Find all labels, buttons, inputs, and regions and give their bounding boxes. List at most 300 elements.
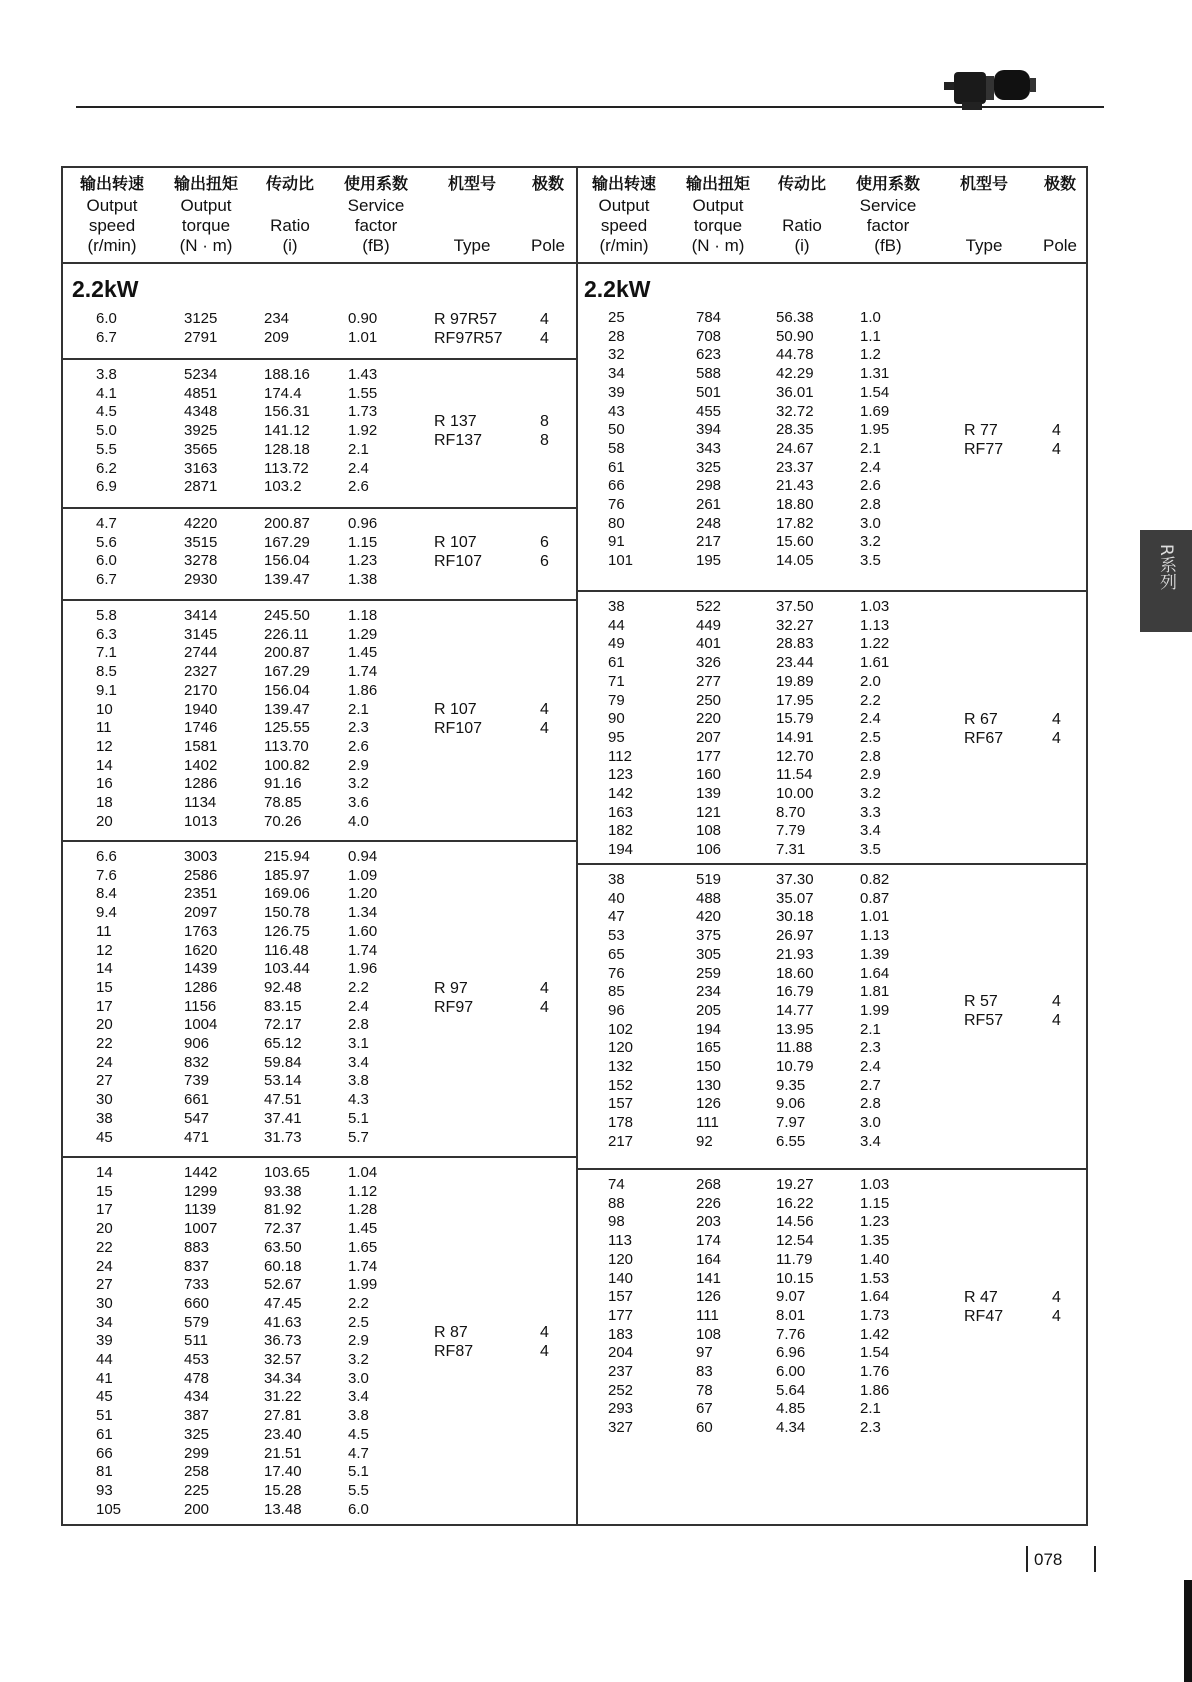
service-factor-cell: 1.45 [348, 1220, 378, 1238]
service-factor-cell: 1.96 [348, 960, 378, 978]
header-zh: 使用系数 [855, 174, 920, 193]
ratio-cell: 47.45 [264, 1294, 302, 1312]
service-factor-cell: 3.5 [860, 841, 881, 859]
header-en: speed [88, 216, 136, 235]
ratio-cell: 53.14 [264, 1072, 302, 1090]
service-factor-cell: 1.86 [348, 681, 378, 699]
torque-cell: 226 [696, 1194, 722, 1212]
ratio-cell: 6.96 [776, 1344, 806, 1362]
service-factor-cell: 1.53 [860, 1269, 890, 1287]
torque-cell: 1763 [184, 922, 218, 940]
column-divider [576, 166, 578, 1526]
pole-cell: 4 [1052, 421, 1061, 439]
ratio-cell: 139.47 [264, 700, 310, 718]
ratio-cell: 7.79 [776, 822, 806, 840]
service-factor-cell: 1.28 [348, 1201, 378, 1219]
speed-cell: 8.5 [96, 663, 117, 681]
pole-cell: 6 [540, 553, 549, 571]
speed-cell: 27 [96, 1072, 113, 1090]
speed-cell: 15 [96, 1182, 113, 1200]
ratio-cell: 17.82 [776, 514, 814, 532]
speed-cell: 96 [608, 1001, 625, 1019]
ratio-cell: 18.60 [776, 964, 814, 982]
speed-cell: 61 [608, 654, 625, 672]
torque-cell: 420 [696, 908, 722, 926]
ratio-cell: 26.97 [776, 927, 814, 945]
header-en: Type [965, 236, 1003, 255]
pole-cell: 4 [540, 701, 549, 719]
ratio-cell: 8.01 [776, 1306, 806, 1324]
ratio-cell: 100.82 [264, 756, 310, 774]
ratio-cell: 200.87 [264, 515, 310, 532]
service-factor-cell: 1.18 [348, 607, 378, 624]
service-factor-cell: 2.2 [348, 978, 369, 996]
column-header-right-3 [848, 174, 928, 256]
ratio-cell: 11.79 [776, 1250, 813, 1268]
ratio-cell: 5.64 [776, 1381, 806, 1399]
torque-cell: 4851 [184, 384, 218, 402]
speed-cell: 177 [608, 1306, 634, 1324]
speed-cell: 66 [96, 1444, 113, 1462]
service-factor-cell: 1.15 [348, 533, 378, 551]
speed-cell: 22 [96, 1238, 113, 1256]
torque-cell: 130 [696, 1076, 722, 1094]
torque-cell: 5234 [184, 366, 218, 383]
speed-cell: 18 [96, 794, 113, 811]
ratio-cell: 209 [264, 328, 290, 346]
header-en: (fB) [874, 236, 902, 255]
speed-cell: 30 [96, 1294, 113, 1312]
pole-cell: 4 [1052, 993, 1061, 1011]
torque-cell: 2327 [184, 663, 218, 681]
ratio-cell: 128.18 [264, 440, 310, 458]
ratio-cell: 59.84 [264, 1053, 302, 1071]
speed-cell: 24 [96, 1257, 113, 1275]
torque-cell: 401 [696, 635, 722, 653]
speed-cell: 25 [608, 309, 625, 326]
torque-cell: 906 [184, 1035, 210, 1052]
service-factor-cell: 3.0 [860, 514, 881, 532]
header-en: torque [693, 216, 743, 235]
service-factor-cell: 1.03 [860, 598, 890, 615]
speed-cell: 14 [96, 756, 113, 774]
torque-cell: 1013 [184, 812, 218, 830]
speed-cell: 112 [608, 747, 632, 765]
torque-cell: 1156 [184, 997, 217, 1015]
ratio-cell: 9.07 [776, 1288, 806, 1306]
torque-cell: 3278 [184, 552, 218, 570]
service-factor-cell: 1.54 [860, 383, 890, 401]
header-en: (r/min) [87, 236, 137, 255]
ratio-cell: 91.16 [264, 775, 302, 793]
torque-cell: 106 [696, 841, 722, 859]
torque-cell: 1442 [184, 1164, 218, 1181]
speed-cell: 90 [608, 710, 625, 728]
torque-cell: 3125 [184, 310, 218, 327]
service-factor-cell: 1.69 [860, 402, 890, 420]
speed-cell: 204 [608, 1344, 634, 1362]
torque-cell: 217 [696, 533, 722, 551]
ratio-cell: 116.48 [264, 941, 309, 959]
left-power-heading: 2.2kW [72, 276, 139, 302]
type-cell: RF77 [964, 440, 1004, 458]
service-factor-cell: 2.2 [348, 1294, 369, 1312]
header-en: torque [181, 216, 231, 235]
header-en: Pole [1042, 236, 1078, 255]
speed-cell: 12 [96, 941, 113, 959]
speed-cell: 11 [96, 922, 112, 940]
speed-cell: 4.5 [96, 403, 117, 421]
ratio-cell: 37.50 [776, 598, 814, 615]
torque-cell: 3565 [184, 440, 218, 458]
torque-cell: 126 [696, 1288, 722, 1306]
service-factor-cell: 1.01 [348, 328, 378, 346]
ratio-cell: 37.41 [264, 1109, 302, 1127]
torque-cell: 325 [696, 458, 722, 476]
speed-cell: 88 [608, 1194, 625, 1212]
service-factor-cell: 1.76 [860, 1363, 890, 1380]
speed-cell: 81 [96, 1463, 113, 1481]
service-factor-cell: 1.29 [348, 625, 378, 643]
speed-cell: 182 [608, 822, 634, 840]
service-factor-cell: 3.8 [348, 1072, 369, 1090]
speed-cell: 194 [608, 841, 634, 859]
torque-cell: 387 [184, 1407, 210, 1425]
speed-cell: 91 [608, 533, 625, 551]
speed-cell: 5.0 [96, 422, 117, 440]
pole-cell: 4 [540, 979, 549, 997]
speed-cell: 85 [608, 983, 625, 1001]
ratio-cell: 56.38 [776, 309, 814, 326]
speed-cell: 6.0 [96, 552, 117, 570]
speed-cell: 20 [96, 812, 113, 830]
service-factor-cell: 5.7 [348, 1128, 369, 1146]
torque-cell: 375 [696, 927, 722, 945]
service-factor-cell: 1.38 [348, 571, 378, 589]
service-factor-cell: 4.5 [348, 1425, 369, 1443]
service-factor-cell: 0.90 [348, 310, 378, 327]
group-separator [62, 1156, 576, 1158]
type-cell: R 87 [434, 1323, 468, 1341]
service-factor-cell: 1.99 [348, 1276, 378, 1294]
ratio-cell: 141.12 [264, 422, 310, 440]
torque-cell: 60 [696, 1419, 713, 1437]
type-cell: RF47 [964, 1307, 1004, 1325]
ratio-cell: 113.72 [264, 459, 309, 477]
torque-cell: 1940 [184, 700, 218, 718]
service-factor-cell: 2.1 [860, 439, 881, 457]
pole-cell: 6 [540, 534, 549, 552]
service-factor-cell: 5.5 [348, 1481, 369, 1499]
torque-cell: 177 [696, 747, 722, 765]
speed-cell: 5.8 [96, 607, 117, 624]
speed-cell: 157 [608, 1288, 634, 1306]
ratio-cell: 78.85 [264, 794, 302, 811]
torque-cell: 141 [696, 1269, 722, 1287]
service-factor-cell: 1.55 [348, 384, 378, 402]
service-factor-cell: 1.74 [348, 1257, 378, 1275]
column-header-right-1 [678, 174, 758, 256]
speed-cell: 4.7 [96, 515, 117, 532]
torque-cell: 1299 [184, 1182, 218, 1200]
torque-cell: 160 [696, 766, 722, 784]
ratio-cell: 15.60 [776, 533, 814, 551]
speed-cell: 28 [608, 327, 625, 345]
speed-cell: 45 [96, 1388, 113, 1406]
ratio-cell: 17.95 [776, 691, 814, 709]
torque-cell: 434 [184, 1388, 210, 1406]
pole-cell: 8 [540, 413, 549, 431]
type-cell: R 77 [964, 421, 998, 439]
torque-cell: 258 [184, 1463, 210, 1481]
torque-cell: 1286 [184, 775, 218, 793]
speed-cell: 98 [608, 1213, 625, 1231]
torque-cell: 3515 [184, 533, 218, 551]
torque-cell: 4348 [184, 403, 218, 421]
service-factor-cell: 0.87 [860, 889, 890, 907]
ratio-cell: 11.88 [776, 1039, 813, 1057]
speed-cell: 80 [608, 514, 625, 532]
ratio-cell: 4.34 [776, 1419, 806, 1437]
page-number-bar-left [1026, 1546, 1028, 1572]
ratio-cell: 52.67 [264, 1276, 302, 1294]
torque-cell: 1439 [184, 960, 218, 978]
header-en: Type [453, 236, 491, 255]
ratio-cell: 72.17 [264, 1016, 302, 1034]
ratio-cell: 14.77 [776, 1001, 814, 1019]
torque-cell: 1286 [184, 978, 218, 996]
speed-cell: 45 [96, 1128, 113, 1146]
service-factor-cell: 1.09 [348, 866, 378, 884]
service-factor-cell: 1.22 [860, 635, 890, 653]
speed-cell: 105 [96, 1500, 122, 1518]
speed-cell: 61 [96, 1425, 113, 1443]
torque-cell: 522 [696, 598, 722, 615]
torque-cell: 2170 [184, 681, 218, 699]
speed-cell: 8.4 [96, 885, 117, 903]
speed-cell: 93 [96, 1481, 113, 1499]
service-factor-cell: 1.43 [348, 366, 378, 383]
speed-cell: 10 [96, 700, 113, 718]
service-factor-cell: 1.45 [348, 644, 378, 662]
ratio-cell: 10.79 [776, 1058, 814, 1075]
ratio-cell: 41.63 [264, 1313, 302, 1331]
speed-cell: 74 [608, 1176, 625, 1193]
ratio-cell: 31.22 [264, 1388, 302, 1406]
speed-cell: 9.1 [96, 681, 117, 699]
speed-cell: 66 [608, 477, 625, 495]
ratio-cell: 47.51 [264, 1091, 302, 1109]
torque-cell: 2097 [184, 904, 218, 922]
speed-cell: 123 [608, 766, 634, 784]
ratio-cell: 83.15 [264, 997, 302, 1015]
ratio-cell: 156.04 [264, 681, 310, 699]
ratio-cell: 32.57 [264, 1351, 302, 1368]
ratio-cell: 169.06 [264, 885, 310, 903]
header-divider [61, 262, 1088, 264]
service-factor-cell: 1.60 [348, 922, 378, 940]
torque-cell: 195 [696, 552, 722, 570]
service-factor-cell: 6.0 [348, 1500, 369, 1518]
speed-cell: 47 [608, 908, 625, 926]
header-zh: 极数 [531, 174, 564, 193]
header-en: (i) [282, 236, 298, 255]
ratio-cell: 185.97 [264, 866, 310, 884]
service-factor-cell: 0.82 [860, 871, 890, 888]
ratio-cell: 103.44 [264, 960, 310, 978]
pole-cell: 4 [540, 310, 549, 328]
column-header-left-3 [336, 174, 416, 256]
speed-cell: 9.4 [96, 904, 117, 922]
speed-cell: 34 [96, 1313, 113, 1331]
type-cell: R 107 [434, 534, 477, 552]
header-en: (i) [794, 236, 810, 255]
ratio-cell: 17.40 [264, 1463, 302, 1481]
header-en: Pole [530, 236, 566, 255]
service-factor-cell: 2.0 [860, 672, 881, 690]
ratio-cell: 6.55 [776, 1132, 806, 1150]
ratio-cell: 15.79 [776, 710, 814, 728]
ratio-cell: 13.95 [776, 1020, 814, 1038]
torque-cell: 220 [696, 710, 722, 728]
service-factor-cell: 1.04 [348, 1164, 378, 1181]
pole-cell: 4 [1052, 729, 1061, 747]
torque-cell: 2744 [184, 644, 218, 662]
ratio-cell: 15.28 [264, 1481, 302, 1499]
service-factor-cell: 1.73 [348, 403, 378, 421]
ratio-cell: 12.70 [776, 747, 814, 765]
torque-cell: 2586 [184, 866, 218, 884]
group-separator [578, 590, 1086, 592]
ratio-cell: 19.27 [776, 1176, 814, 1193]
ratio-cell: 11.54 [776, 766, 813, 784]
ratio-cell: 7.76 [776, 1325, 806, 1343]
type-cell: R 97 [434, 979, 468, 997]
service-factor-cell: 4.0 [348, 812, 369, 830]
header-zh: 传动比 [777, 174, 826, 193]
speed-cell: 157 [608, 1095, 634, 1113]
right-power-heading: 2.2kW [584, 276, 651, 302]
service-factor-cell: 3.5 [860, 552, 881, 570]
speed-cell: 76 [608, 496, 625, 513]
speed-cell: 120 [608, 1039, 634, 1057]
ratio-cell: 19.89 [776, 672, 814, 690]
ratio-cell: 72.37 [264, 1220, 302, 1238]
header-en: Output [598, 196, 650, 215]
header-en: (N · m) [691, 236, 745, 255]
ratio-cell: 7.31 [776, 841, 806, 859]
torque-cell: 660 [184, 1294, 210, 1312]
ratio-cell: 32.27 [776, 616, 814, 634]
speed-cell: 17 [96, 997, 113, 1015]
ratio-cell: 35.07 [776, 889, 814, 907]
page-number: 078 [1034, 1550, 1063, 1569]
ratio-cell: 36.73 [264, 1332, 302, 1350]
torque-cell: 1139 [184, 1201, 217, 1219]
torque-cell: 248 [696, 514, 722, 532]
service-factor-cell: 1.1 [860, 327, 881, 345]
ratio-cell: 36.01 [776, 383, 814, 401]
service-factor-cell: 1.42 [860, 1325, 890, 1343]
speed-cell: 293 [608, 1400, 634, 1418]
speed-cell: 79 [608, 691, 625, 709]
ratio-cell: 174.4 [264, 384, 302, 402]
pole-cell: 4 [1052, 440, 1061, 458]
service-factor-cell: 3.0 [860, 1114, 881, 1132]
ratio-cell: 125.55 [264, 719, 310, 737]
speed-cell: 34 [608, 365, 625, 383]
service-factor-cell: 2.4 [860, 458, 881, 476]
service-factor-cell: 2.2 [860, 691, 881, 709]
group-separator [62, 840, 576, 842]
speed-cell: 27 [96, 1276, 113, 1294]
ratio-cell: 167.29 [264, 533, 310, 551]
service-factor-cell: 3.4 [348, 1388, 369, 1406]
column-header-left-2 [250, 174, 330, 256]
torque-cell: 111 [696, 1114, 719, 1132]
speed-cell: 152 [608, 1076, 634, 1094]
service-factor-cell: 2.3 [348, 719, 369, 737]
torque-cell: 623 [696, 346, 722, 364]
ratio-cell: 13.48 [264, 1500, 302, 1518]
speed-cell: 132 [608, 1058, 634, 1075]
speed-cell: 5.5 [96, 440, 117, 458]
speed-cell: 6.3 [96, 625, 117, 643]
service-factor-cell: 1.74 [348, 941, 378, 959]
ratio-cell: 167.29 [264, 663, 310, 681]
group-separator [62, 507, 576, 509]
type-cell: RF67 [964, 729, 1004, 747]
speed-cell: 6.2 [96, 459, 117, 477]
ratio-cell: 14.56 [776, 1213, 814, 1231]
pole-cell: 8 [540, 432, 549, 450]
header-zh: 输出扭矩 [173, 174, 238, 193]
series-side-tab [1140, 530, 1192, 632]
torque-cell: 739 [184, 1072, 210, 1090]
torque-cell: 277 [696, 672, 722, 690]
service-factor-cell: 3.2 [348, 1351, 369, 1368]
ratio-cell: 27.81 [264, 1407, 302, 1425]
speed-cell: 217 [608, 1132, 634, 1150]
service-factor-cell: 1.64 [860, 964, 890, 982]
speed-cell: 252 [608, 1381, 634, 1399]
ratio-cell: 8.70 [776, 803, 806, 821]
ratio-cell: 44.78 [776, 346, 814, 364]
torque-cell: 394 [696, 421, 722, 439]
torque-cell: 501 [696, 383, 722, 401]
speed-cell: 49 [608, 635, 625, 653]
service-factor-cell: 1.95 [860, 421, 890, 439]
header-en: (N · m) [179, 236, 233, 255]
speed-cell: 38 [608, 871, 625, 888]
torque-cell: 97 [696, 1344, 713, 1362]
speed-cell: 101 [608, 552, 634, 570]
header-en: Service [347, 196, 405, 215]
torque-cell: 326 [696, 654, 722, 672]
ratio-cell: 93.38 [264, 1182, 302, 1200]
header-zh: 输出扭矩 [685, 174, 750, 193]
type-cell: R 97R57 [434, 310, 498, 328]
ratio-cell: 215.94 [264, 848, 310, 865]
ratio-cell: 28.35 [776, 421, 814, 439]
service-factor-cell: 2.1 [860, 1020, 881, 1038]
pole-cell: 4 [1052, 1288, 1061, 1306]
ratio-cell: 37.30 [776, 871, 814, 888]
header-zh: 输出转速 [79, 174, 144, 193]
type-cell: RF137 [434, 432, 483, 450]
ratio-cell: 63.50 [264, 1238, 302, 1256]
header-en: factor [354, 216, 398, 235]
